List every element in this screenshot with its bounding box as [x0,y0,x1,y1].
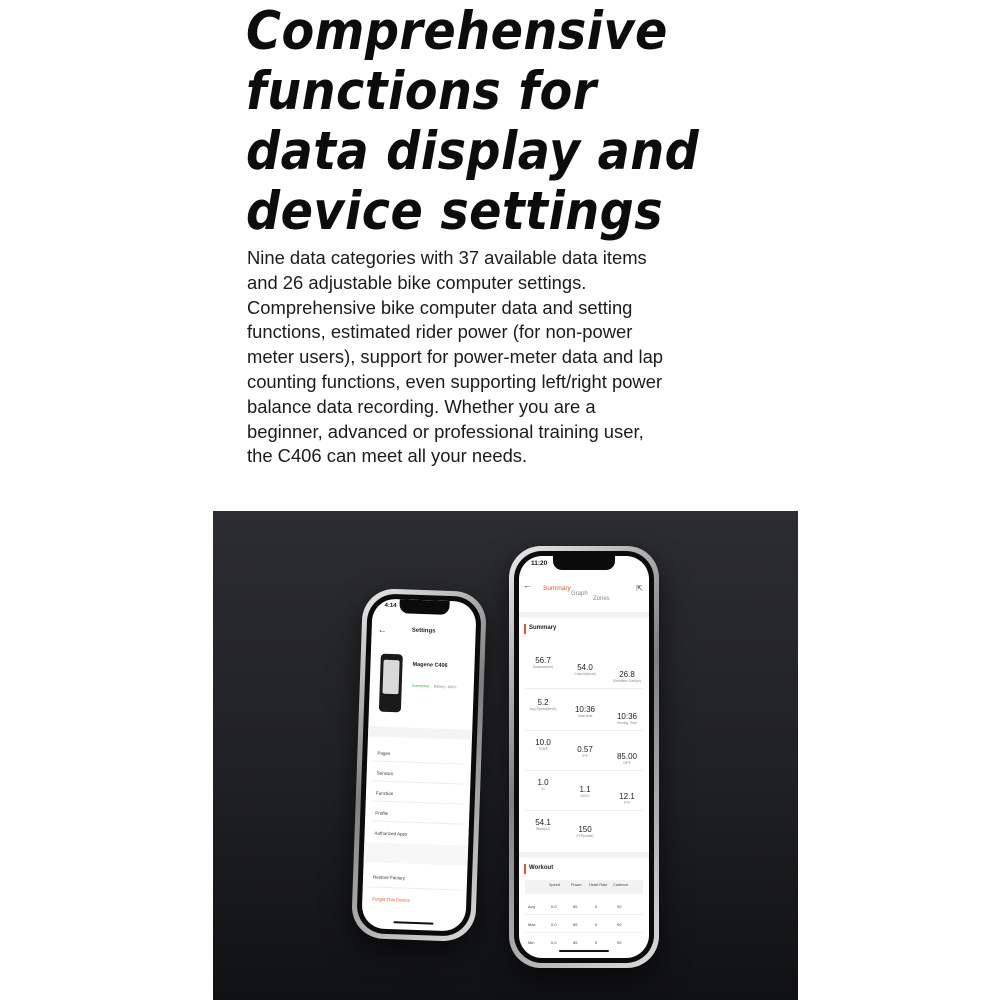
headline [246,2,714,242]
summary-screen [519,556,649,958]
cell: 0.0 [551,904,557,909]
forget-device-link[interactable]: Forget This Device [372,896,411,903]
cell: 85 [573,904,578,909]
row-label: Avg [528,904,535,909]
cell: 85 [573,922,578,927]
row-label: Min [528,940,535,945]
summary-phone [509,546,659,968]
col-speed: Speed [549,883,560,887]
cell: 0.0 [551,922,557,927]
summary-section-title: Summary [529,625,557,631]
cell: 90 [617,904,622,909]
menu-item-sensors[interactable]: Sensors [376,770,394,777]
menu-item-authorized-apps[interactable]: Authorized Apps [374,830,408,837]
share-icon[interactable]: ⇱ [636,584,643,593]
metric-cell: 1.1 W/KG [579,785,591,798]
metric-cell: 1.0 VI [537,778,549,791]
settings-status-time: 4:14 [384,602,397,610]
metric-cell: 0.57 IF® [577,745,593,758]
metric-cell: 85.00 NP® [616,752,638,765]
metric-cell: 26.8 Elevation Gain(m) [612,670,641,683]
headline-line-3: data display and [246,121,700,182]
status-battery: Battery: 100% [433,684,457,690]
menu-item-restore-factory[interactable]: Restore Factory [372,874,406,881]
hero-image [213,511,798,1000]
metric-cell: 150 FTP(watts) [576,825,594,838]
cell: 0 [595,904,598,909]
cell: 0.0 [551,940,557,945]
headline-line-2: functions for [246,61,597,122]
headline-line-4: device settings [246,181,664,242]
cell: 90 [617,922,622,927]
back-arrow-icon[interactable]: ← [377,624,387,635]
settings-screen [361,598,476,931]
metric-cell: 54.0 Calories(kcal) [574,663,596,676]
menu-item-pages[interactable]: Pages [377,750,391,756]
col-heart-rate: Heart Rate [589,883,608,887]
summary-status-time: 11:20 [531,560,548,567]
metric-cell: 12.1 FTP [619,792,635,805]
tab-summary[interactable]: Summary [543,585,571,592]
cell: 85 [573,940,578,945]
status-connected: Connected [411,683,430,689]
settings-title: Settings [411,627,436,635]
metric-cell: 10.0 TSS® [535,738,551,751]
metric-cell: 56.7 Distance(km) [532,656,554,669]
metric-cell: 5.2 Avg Speed(km/h) [529,698,557,711]
settings-phone [351,588,487,942]
row-label: Max [528,922,536,927]
description: Nine data categories with 37 available data items and 26 adjustable bike computer settings. Comprehensive bike computer data and setting functions, estimated rider power (for non-power meter users), support for power-meter data and lap counting functions, even supporting left/right power balance data recording. Whether you are a beginner, advanced or professional training user, the C406 can meet all your needs. [247,247,664,467]
tab-zones[interactable]: Zones [593,596,610,602]
metric-cell: 10:36 Total time [574,705,596,718]
cell: 0 [595,940,598,945]
cell: 90 [617,940,622,945]
back-arrow-icon[interactable]: ← [523,580,532,590]
tab-graph[interactable]: Graph [571,591,588,597]
menu-item-profile[interactable]: Profile [375,810,389,816]
cell: 0 [595,922,598,927]
device-image [379,654,403,713]
col-power: Power [571,883,582,887]
metric-cell: 54.1 Work(kJ) [535,818,551,831]
workout-section-title: Workout [529,865,554,871]
metric-cell: 10:36 Moving Time [616,712,638,725]
headline-line-1: Comprehensive [246,1,668,62]
device-name: Magene C406 [412,661,448,669]
menu-item-function[interactable]: Function [375,790,394,797]
col-cadence: Cadence [613,883,629,887]
